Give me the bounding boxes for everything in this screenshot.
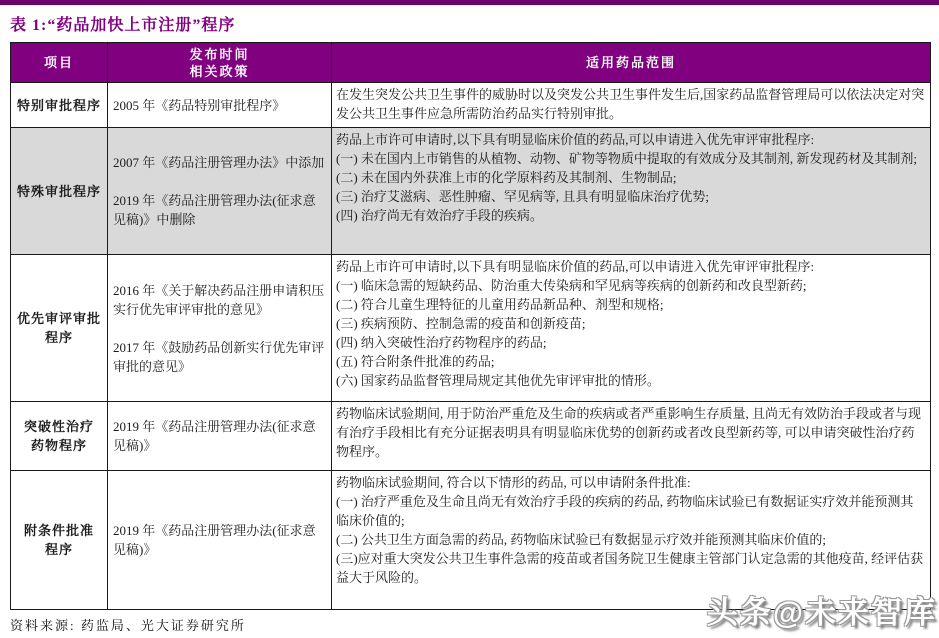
scope-line: (六) 国家药品监督管理局规定其他优先审评审批的情形。 [336,373,660,388]
policy-entry: 2019 年《药品注册管理办法(征求意见稿)》 [113,419,316,453]
col-header-policy [108,43,332,83]
scope-line: (二) 符合儿童生理特征的儿童用药品新品种、剂型和规格; [336,297,664,312]
scope-line: 药品上市许可申请时,以下具有明显临床价值的药品,可以申请进入优先审评审批程序: [336,132,815,147]
scope-line: (四) 治疗尚无有效治疗手段的疾病。 [336,208,543,223]
policy-entry: 2007 年《药品注册管理办法》中添加 [113,155,325,170]
item-label-line: 附条件批准 [23,523,94,538]
scope-line: (一) 治疗严重危及生命且尚无有效治疗手段的疾病的药品, 药物临床试验已有数据证实疗效并能预测其临床价值的; [336,494,914,528]
policy-entry: 2016 年《关于解决药品注册申请积压实行优先审评审批的意见》 [113,282,325,317]
scope-line: (一) 未在国内上市销售的从植物、动物、矿物等物质中提取的有效成分及其制剂, 新发现药材及其制剂; [336,151,918,166]
policy-cell [108,128,332,255]
item-label-line: 药物程序 [30,438,87,453]
col-header-scope: 适用药品范围 [332,43,931,83]
item-cell [11,471,108,610]
item-label-line: 特殊审批程序 [16,183,101,199]
col-header-policy-line1: 发布时间 [189,46,250,62]
source-note: 资料来源: 药监局、光大证券研究所 [10,618,246,633]
scope-line: (一) 临床急需的短缺药品、防治重大传染病和罕见病等疾病的创新药和改良型新药; [336,278,807,293]
item-cell [11,402,108,471]
item-label-line: 程序 [44,542,73,557]
scope-line: (三) 治疗艾滋病、恶性肿瘤、罕见病等, 且具有明显临床治疗优势; [336,189,710,204]
item-label-line: 程序 [44,330,73,345]
scope-cell [332,402,931,471]
scope-line: (二) 公共卫生方面急需的药品, 药物临床试验已有数据显示疗效并能预测其临床价值的; [336,532,827,547]
policy-entry: 2017 年《鼓励药品创新实行优先审评审批的意见》 [113,339,325,374]
scope-line: (三) 疾病预防、控制急需的疫苗和创新疫苗; [336,316,586,331]
policy-cell [108,402,332,471]
item-cell [11,83,108,128]
col-header-item: 项目 [11,43,108,83]
table-row [11,128,931,255]
item-label-line: 优先审评审批 [16,311,101,326]
policy-cell [108,471,332,610]
drug-registration-table [10,42,931,610]
scope-cell [332,128,931,255]
scope-line: 药物临床试验期间, 用于防治严重危及生命的疾病或者严重影响生存质量, 且尚无有效防治手段或者与现有治疗手段相比有充分证据表明具有明显临床优势的创新药或者改良型新药等, 可以申请突破性治疗药物程序。 [336,406,922,459]
top-accent-bar [0,0,939,5]
table-row [11,255,931,402]
scope-line: (三)应对重大突发公共卫生事件急需的疫苗或者国务院卫生健康主管部门认定急需的其他疫苗, 经评估获益大于风险的。 [336,551,924,585]
scope-line: 药物临床试验期间, 符合以下情形的药品, 可以申请附条件批准: [336,475,691,490]
table-title: 表 1:“药品加快上市注册”程序 [10,17,236,34]
scope-cell [332,255,931,402]
policy-entry: 2019 年《药品注册管理办法(征求意见稿)》 [113,523,316,557]
policy-entry: 2019 年《药品注册管理办法(征求意见稿)》中删除 [113,193,316,227]
item-cell [11,255,108,402]
table-row [11,402,931,471]
scope-cell [332,83,931,128]
item-label-line: 突破性治疗 [23,419,94,434]
scope-line: (四) 纳入突破性治疗药物程序的药品; [336,335,547,350]
col-header-policy-line2: 相关政策 [189,63,250,79]
policy-cell [108,83,332,128]
policy-entry: 2005 年《药品特别审批程序》 [113,97,286,113]
scope-line: 在发生突发公共卫生事件的威胁时以及突发公共卫生事件发生后,国家药品监督管理局可以依法决定对突发公共卫生事件应急所需防治药品实行特别审批。 [336,87,925,121]
toutiao-watermark: 头条@未来智库 [706,595,937,630]
item-label-line: 特别审批程序 [16,97,101,113]
table-header-row [11,43,931,83]
policy-cell [108,255,332,402]
scope-line: (二) 未在国内外获准上市的化学原料药及其制剂、生物制品; [336,170,677,185]
table-row [11,83,931,128]
scope-line: 药品上市许可申请时,以下具有明显临床价值的药品,可以申请进入优先审评审批程序: [336,259,815,274]
scope-line: (五) 符合附条件批准的药品; [336,354,495,369]
item-cell [11,128,108,255]
